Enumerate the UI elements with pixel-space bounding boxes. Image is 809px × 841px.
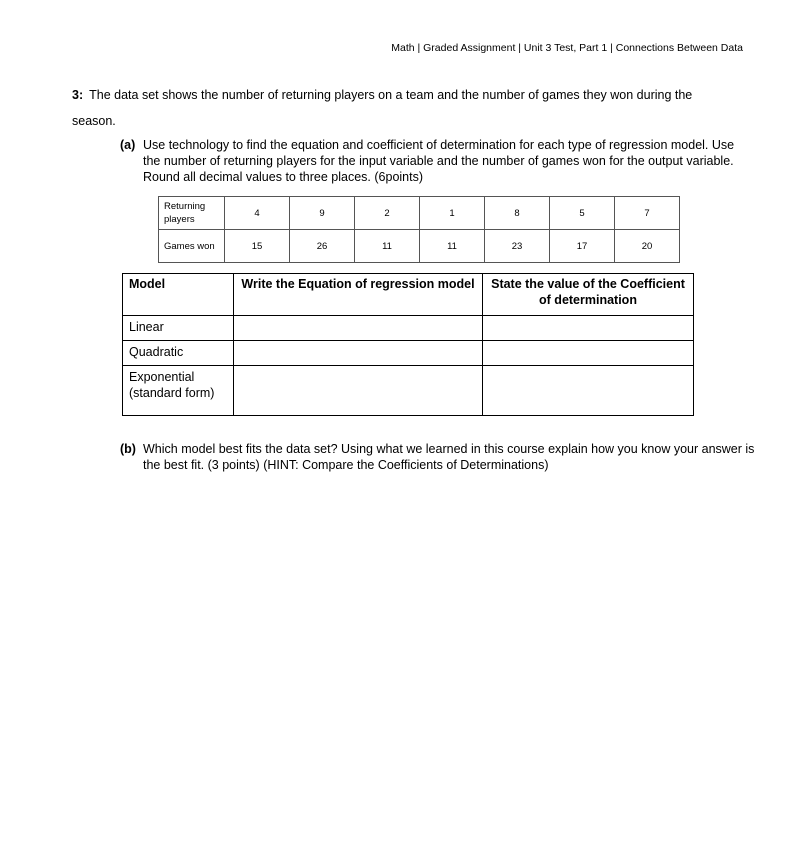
data-cell: 9: [290, 197, 355, 230]
coefficient-cell[interactable]: [483, 316, 694, 341]
model-table: [122, 273, 694, 416]
part-a-text: Use technology to find the equation and coefficient of determination for each type of regression model. Use the number of returning players for the input variable and the number of games won for the output variable. Round all decimal values to three places. (6points): [143, 138, 735, 184]
data-cell: 26: [290, 230, 355, 263]
data-table: [158, 196, 680, 263]
header-coefficient: State the value of the Coefficient of determination: [483, 274, 694, 316]
model-name: Exponential (standard form): [123, 366, 234, 416]
equation-cell[interactable]: [234, 341, 483, 366]
table-header-row: [123, 274, 694, 316]
data-cell: 11: [420, 230, 485, 263]
coefficient-cell[interactable]: [483, 341, 694, 366]
part-a: [120, 137, 740, 185]
row-label: Games won: [159, 230, 225, 263]
header-equation: Write the Equation of regression model: [234, 274, 483, 316]
part-a-label: (a): [120, 138, 136, 152]
data-cell: 8: [485, 197, 550, 230]
data-cell: 17: [550, 230, 615, 263]
model-name: Quadratic: [123, 341, 234, 366]
coefficient-cell[interactable]: [483, 366, 694, 416]
question-text-continued: season.: [72, 114, 116, 128]
page-header: Math | Graded Assignment | Unit 3 Test, Part 1 | Connections Between Data: [391, 42, 743, 54]
question-text: The data set shows the number of returning players on a team and the number of games they won during the: [89, 88, 693, 102]
equation-cell[interactable]: [234, 316, 483, 341]
table-row: [159, 197, 680, 230]
table-row: [159, 230, 680, 263]
row-label: Returning players: [159, 197, 225, 230]
question-3: [72, 88, 772, 102]
part-b: [120, 441, 760, 473]
table-row: [123, 316, 694, 341]
equation-cell[interactable]: [234, 366, 483, 416]
model-name: Linear: [123, 316, 234, 341]
data-cell: 2: [355, 197, 420, 230]
data-cell: 20: [615, 230, 680, 263]
part-b-text: Which model best fits the data set? Using what we learned in this course explain how you know your answer is the best fit. (3 points) (HINT: Compare the Coefficients of Determinations): [143, 442, 755, 472]
data-cell: 23: [485, 230, 550, 263]
data-cell: 15: [225, 230, 290, 263]
data-cell: 4: [225, 197, 290, 230]
table-row: [123, 366, 694, 416]
header-model: Model: [123, 274, 234, 316]
part-b-label: (b): [120, 442, 136, 456]
question-number: 3:: [72, 88, 84, 102]
data-cell: 11: [355, 230, 420, 263]
data-cell: 5: [550, 197, 615, 230]
data-cell: 7: [615, 197, 680, 230]
table-row: [123, 341, 694, 366]
data-cell: 1: [420, 197, 485, 230]
